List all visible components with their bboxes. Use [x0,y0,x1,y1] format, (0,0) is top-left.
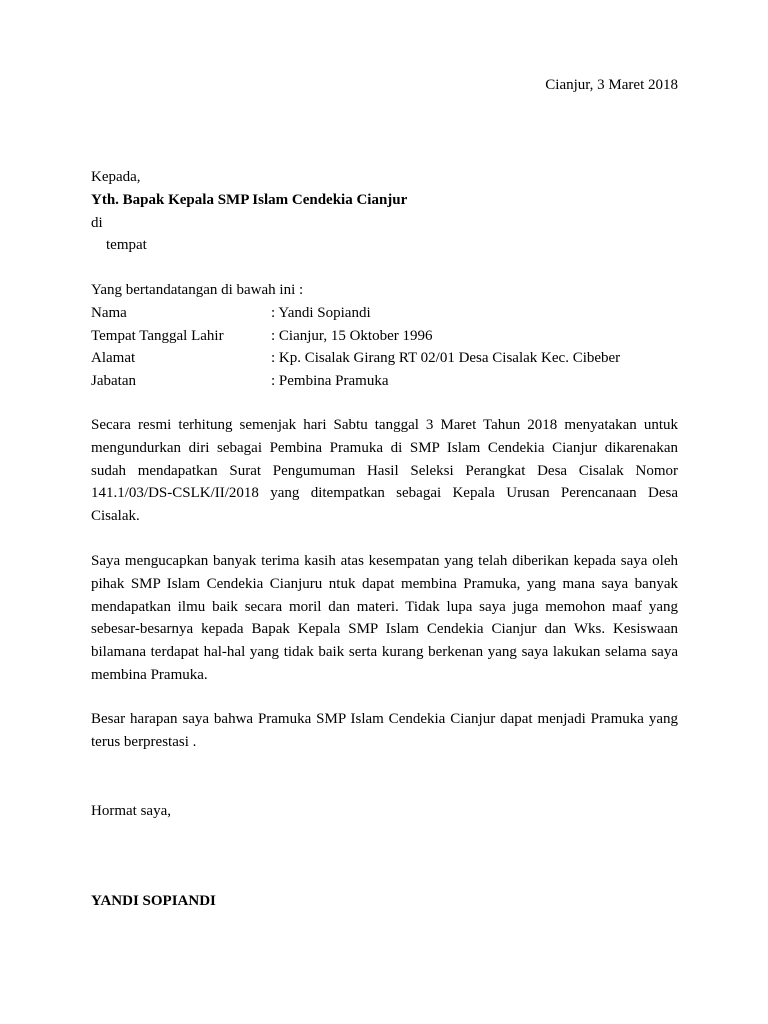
recipient-block [91,166,678,257]
place-date: Cianjur, 3 Maret 2018 [545,77,678,93]
intro-text: Yang bertandatangan di bawah ini : [91,282,304,298]
identity-separator: : [271,327,276,344]
identity-label: Tempat Tanggal Lahir [91,327,224,344]
identity-separator: : [271,350,276,367]
identity-row-position [91,370,678,393]
paragraph-line: Besar harapan saya bahwa Pramuka SMP Islam Cendekia Cianjur dapat menjadi Pramuka yang [91,711,678,727]
identity-block [91,279,678,393]
paragraph-hope [91,708,678,754]
identity-separator: : [271,304,276,321]
paragraph-line: membina Pramuka. [91,666,208,683]
identity-value: Yandi Sopiandi [278,304,371,321]
identity-label: Nama [91,304,127,321]
identity-row-address [91,347,678,370]
signatory-name: YANDI SOPIANDI [91,893,216,909]
identity-label: Alamat [91,350,136,367]
paragraph-line: sebesar-besarnya kepada Bapak Kepala SMP Islam Cendekia Cianjur dan Wks. Kesiswaan [91,621,678,638]
paragraph-line: Secara resmi terhitung semenjak hari Sabtu tanggal 3 Maret Tahun 2018 menyatakan untuk [91,417,678,433]
paragraph-line: pihak SMP Islam Cendekia Cianjuru ntuk dapat membina Pramuka, yang mana saya banyak [91,575,678,592]
identity-value-wrap [271,302,371,325]
paragraph-line: Saya mengucapkan banyak terima kasih atas kesempatan yang telah diberikan kepada saya oleh [91,553,678,569]
identity-value-wrap [271,347,620,370]
closing: Hormat saya, [91,803,171,819]
addressee: Yth. Bapak Kepala SMP Islam Cendekia Cianjur [91,191,408,208]
identity-separator: : [271,373,276,390]
identity-value: Cianjur, 15 Oktober 1996 [278,327,433,344]
recipient-place: tempat [106,237,147,254]
paragraph-line: bilamana terdapat hal-hal yang tidak baik serta kurang berkenan yang saya lakukan selama saya [91,644,678,661]
identity-row-name [91,302,678,325]
paragraph-line: Cisalak. [91,508,140,525]
identity-value: Kp. Cisalak Girang RT 02/01 Desa Cisalak Kec. Cibeber [278,350,621,367]
paragraph-thanks [91,550,678,687]
paragraph-line: mengundurkan diri sebagai Pembina Pramuka di SMP Islam Cendekia Cianjur dikarenakan [91,439,678,456]
paragraph-line: sudah mendapatkan Surat Pengumuman Hasil Seleksi Perangkat Desa Cisalak Nomor [91,462,678,479]
identity-label: Jabatan [91,373,136,390]
identity-value-wrap [271,370,389,393]
paragraph-line: 141.1/03/DS-CSLK/II/2018 yang ditempatkan sebagai Kepala Urusan Perencanaan Desa [91,485,678,502]
identity-row-birth [91,325,678,348]
recipient-di: di [91,214,103,231]
greeting: Kepada, [91,169,141,185]
identity-value-wrap [271,325,432,348]
paragraph-resignation [91,414,678,528]
paragraph-line: terus berprestasi . [91,733,197,750]
paragraph-line: mendapatkan ilmu baik secara moril dan materi. Tidak lupa saya juga memohon maaf yang [91,598,678,615]
identity-value: Pembina Pramuka [278,373,389,390]
